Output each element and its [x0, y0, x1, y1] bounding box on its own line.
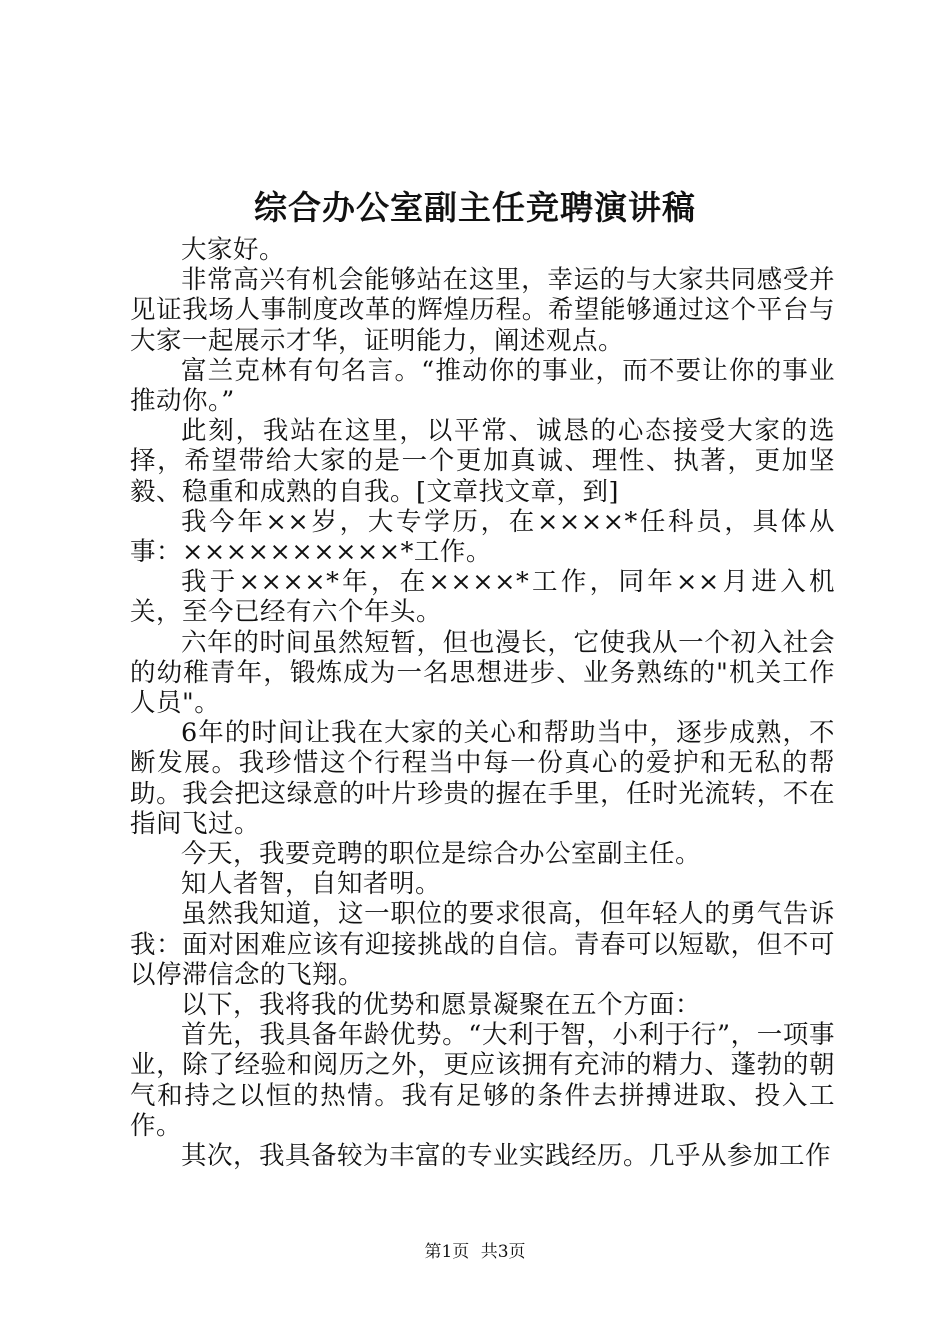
paragraph: 六年的时间虽然短暂，但也漫长，它使我从一个初入社会的幼稚青年，锻炼成为一名思想进步、业务熟练的"机关工作人员"。	[130, 627, 835, 719]
document-title: 综合办公室副主任竞聘演讲稿	[254, 188, 696, 227]
paragraph: 大家好。	[181, 235, 286, 265]
paragraph: 非常高兴有机会能够站在这里，幸运的与大家共同感受并见证我场人事制度改革的辉煌历程。希望能够通过这个平台与大家一起展示才华，证明能力，阐述观点。	[130, 265, 835, 356]
paragraph: 富兰克林有句名言。“推动你的事业，而不要让你的事业推动你。”	[130, 355, 835, 417]
paragraph: 我今年××岁，大专学历，在××××*任科员，具体从事：××××××××××*工作。	[130, 506, 835, 568]
paragraph: 此刻，我站在这里，以平常、诚恳的心态接受大家的选择，希望带给大家的是一个更加真诚、理性、执著，更加坚毅、稳重和成熟的自我。[文章找文章，到]	[130, 416, 835, 507]
paragraph: 今天，我要竞聘的职位是综合办公室副主任。	[181, 839, 702, 870]
document-body	[130, 235, 835, 1171]
paragraph: 6年的时间让我在大家的关心和帮助当中，逐步成熟，不断发展。我珍惜这个行程当中每一份真心的爱护和无私的帮助。我会把这绿意的叶片珍贵的握在手里，任时光流转，不在指间飞过。	[130, 718, 835, 839]
paragraph: 其次，我具备较为丰富的专业实践经历。几乎从参加工作	[181, 1141, 832, 1172]
paragraph: 我于××××*年，在××××*工作，同年××月进入机关，至今已经有六个年头。	[130, 567, 835, 628]
page-total: 共3页	[480, 1242, 526, 1262]
paragraph: 首先，我具备年龄优势。“大利于智，小利于行”，一项事业，除了经验和阅历之外，更应该拥有充沛的精力、蓬勃的朝气和持之以恒的热情。我有足够的条件去拼搏进取、投入工作。	[130, 1020, 835, 1141]
page-number: 第1页	[424, 1242, 470, 1262]
paragraph: 知人者智，自知者明。	[181, 869, 442, 900]
paragraph: 以下，我将我的优势和愿景凝聚在五个方面：	[181, 990, 702, 1021]
paragraph: 虽然我知道，这一职位的要求很高，但年轻人的勇气告诉我：面对困难应该有迎接挑战的自信。青春可以短歇，但不可以停滞信念的飞翔。	[130, 899, 835, 990]
page-footer	[0, 1240, 950, 1264]
